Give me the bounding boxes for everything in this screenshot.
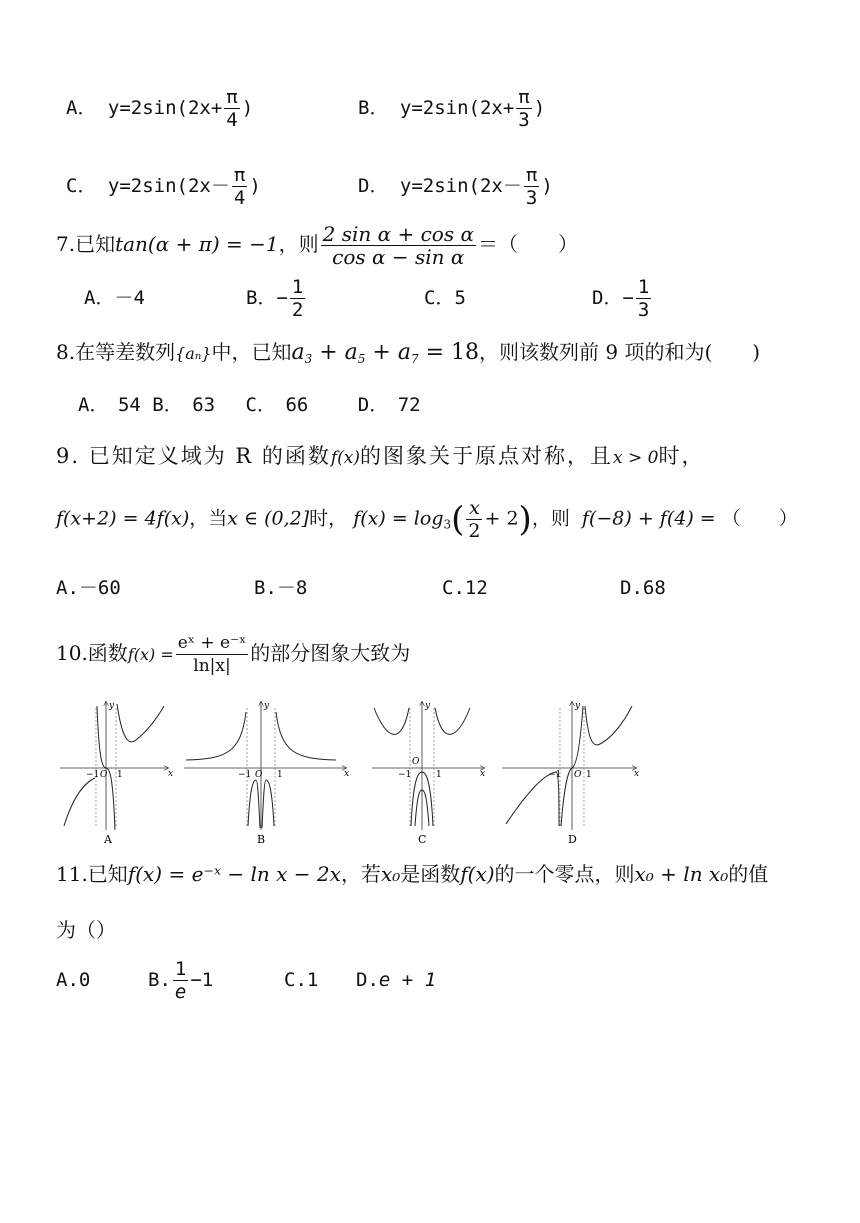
minus-sign: − — [276, 287, 288, 309]
tick-label: 1 — [436, 770, 442, 780]
option-label: B． — [246, 287, 277, 309]
numerator: 2 sin α + cos α — [322, 222, 474, 246]
sum-expression: $a_3 + a_5 + a_7 = 18$ — [291, 340, 480, 366]
q9-stem-line1 — [56, 444, 705, 470]
q10-stem — [56, 632, 410, 677]
axis-x-label: x — [344, 769, 350, 779]
graph-c — [372, 701, 485, 846]
denominator: e — [174, 981, 187, 1003]
log-expression: f(x) = log — [353, 507, 444, 530]
numerator: π — [518, 86, 530, 108]
option-label: C． — [66, 175, 97, 197]
option-label: B. — [148, 969, 171, 991]
axis-y-label: y — [109, 701, 115, 711]
denominator: 3 — [518, 109, 530, 131]
tick-label: 1 — [586, 770, 592, 780]
q7-option-a: A．－4 — [84, 287, 145, 309]
q11-option-a: A.0 — [56, 969, 91, 991]
q9-option-a: A.－60 — [56, 577, 121, 599]
stem-text: 8.在等差数列 — [56, 340, 176, 364]
term: a — [344, 340, 358, 365]
stem-text: 是函数 — [400, 862, 461, 886]
left-paren: ( — [451, 499, 465, 540]
numerator: x — [469, 497, 480, 519]
q11-stem-line2: 为（） — [56, 918, 116, 942]
q7-stem — [56, 223, 578, 268]
q8-stem — [56, 340, 760, 371]
numerator: eˣ + e⁻ˣ — [177, 633, 247, 653]
option-label: A． — [66, 97, 97, 119]
function: f(x) — [460, 862, 495, 886]
right-paren: ) — [518, 499, 532, 540]
graph-b — [184, 701, 349, 846]
fraction — [636, 276, 651, 321]
q9-option-b: B.－8 — [254, 577, 308, 599]
stem-text: 时， — [658, 444, 705, 468]
interval: x ∈ (0,2] — [227, 507, 310, 530]
q7-option-b — [246, 276, 307, 321]
q11-option-d — [356, 968, 436, 992]
option-expression: −1 — [190, 969, 214, 991]
stem-text: 中，已知 — [211, 340, 292, 364]
axis-x-label: x — [168, 769, 174, 779]
closing-paren: ) — [249, 175, 261, 197]
denominator: 2 — [468, 520, 481, 542]
q7-option-c: C．5 — [424, 287, 466, 309]
q11-option-b — [148, 958, 213, 1003]
term: a — [291, 340, 305, 365]
graph-d — [502, 701, 639, 846]
axis-x-label: x — [634, 769, 640, 779]
origin-label: O — [412, 757, 420, 767]
origin-label: O — [574, 770, 582, 780]
denominator: 3 — [637, 299, 650, 321]
fraction — [524, 164, 539, 209]
condition: tan(α + π) = −1 — [115, 232, 279, 256]
stem-text: 7.已知 — [56, 232, 116, 256]
sequence: {aₙ} — [175, 344, 212, 363]
graph-label: B — [257, 833, 266, 846]
tick-label: 1 — [117, 770, 123, 780]
numerator: 1 — [291, 276, 304, 298]
graph-a — [60, 701, 173, 846]
q7-option-d — [592, 276, 653, 321]
answer-blank: （ ） — [721, 507, 798, 530]
function-definition: f(x) = e⁻ˣ − ln x − 2x — [127, 862, 341, 886]
axis-x-label: x — [480, 769, 486, 779]
fraction — [232, 164, 247, 209]
stem-text: ＝（ ） — [477, 232, 578, 256]
condition: x > 0 — [613, 448, 659, 468]
q8-options: A． 54 B． 63 C． 66 D． 72 — [78, 394, 421, 416]
tick-label: −1 — [86, 770, 100, 780]
tick-label: −1 — [398, 770, 412, 780]
axis-y-label: y — [425, 701, 431, 711]
tick-label: −1 — [548, 770, 562, 780]
graph-label: C — [418, 833, 427, 846]
function: f(x) = — [127, 645, 174, 664]
function: f(x) — [330, 448, 361, 468]
fraction — [321, 223, 476, 268]
target-expression: f(−8) + f(4) = — [581, 507, 716, 530]
stem-text: ，则该数列前 9 项的和为( ) — [479, 340, 761, 364]
closing-paren: ) — [533, 97, 546, 119]
q9-option-c: C.12 — [442, 577, 488, 599]
subscript: 7 — [410, 352, 419, 366]
numerator: 1 — [174, 958, 187, 980]
fraction — [224, 86, 239, 131]
equals-value: = 18 — [418, 340, 480, 365]
denominator: 2 — [291, 299, 304, 321]
stem-text: 的部分图象大致为 — [250, 641, 411, 665]
q11-option-c: C.1 — [284, 969, 319, 991]
denominator: 4 — [233, 187, 246, 209]
option-expression: y=2sin(2x+ — [107, 97, 223, 119]
subscript: 5 — [357, 352, 366, 366]
numerator: π — [233, 164, 246, 186]
stem-text: 的一个零点，则 — [494, 862, 635, 886]
denominator: 4 — [226, 109, 238, 131]
numerator: π — [525, 164, 538, 186]
fraction — [176, 632, 249, 677]
closing-paren: ) — [541, 175, 553, 197]
fraction — [290, 276, 305, 321]
option-expression: e + 1 — [378, 969, 437, 991]
denominator: cos α − sin α — [321, 245, 476, 268]
origin-label: O — [100, 770, 108, 780]
stem-text: 11.已知 — [56, 862, 128, 886]
q9-stem-line2 — [56, 497, 798, 542]
stem-text: 9. 已知定义域为 R 的函数 — [56, 444, 331, 468]
recurrence: f(x+2) = 4f(x) — [56, 507, 190, 530]
minus-sign: − — [622, 287, 634, 309]
stem-text: ，若 — [340, 862, 381, 886]
q6-option-b — [358, 86, 545, 131]
subscript: 3 — [304, 352, 313, 366]
q10-graph-options — [56, 698, 656, 846]
closing-paren: ) — [241, 97, 254, 119]
stem-text: 的值 — [728, 862, 769, 886]
axis-y-label: y — [575, 701, 581, 711]
plus-term: + 2 — [484, 507, 519, 530]
fraction — [516, 86, 531, 131]
stem-text: 10.函数 — [56, 641, 128, 665]
option-expression: y=2sin(2x+ — [399, 97, 515, 119]
zero-point: x₀ — [380, 862, 401, 886]
stem-text: ，当 — [189, 507, 228, 530]
option-label: D. — [356, 969, 379, 991]
term: a — [397, 340, 411, 365]
origin-label: O — [255, 770, 263, 780]
graph-label: A — [104, 833, 112, 846]
option-expression: y=2sin(2x－ — [107, 175, 230, 197]
q11-stem-line1 — [56, 862, 768, 886]
q6-option-d — [358, 164, 553, 209]
q6-option-a — [66, 86, 253, 131]
stem-text: ，则 — [531, 507, 570, 530]
target-expression: x₀ + ln x₀ — [634, 862, 729, 886]
option-label: D． — [358, 175, 389, 197]
stem-text: 的图象关于原点对称，且 — [360, 444, 614, 468]
denominator: 3 — [525, 187, 538, 209]
q6-option-c — [66, 164, 261, 209]
stem-text: ，则 — [278, 232, 319, 256]
stem-text: 时， — [309, 507, 348, 530]
option-expression: y=2sin(2x－ — [399, 175, 522, 197]
option-label: B． — [358, 97, 389, 119]
q9-option-d: D.68 — [620, 577, 666, 599]
tick-label: 1 — [277, 770, 283, 780]
fraction — [173, 958, 188, 1003]
numerator: 1 — [637, 276, 650, 298]
fraction — [466, 497, 482, 542]
graph-label: D — [568, 833, 577, 846]
denominator: ln|x| — [176, 654, 249, 677]
numerator: π — [226, 86, 238, 108]
option-label: D． — [592, 287, 623, 309]
tick-label: −1 — [238, 770, 252, 780]
log-base: 3 — [443, 517, 452, 532]
axis-y-label: y — [264, 701, 270, 711]
